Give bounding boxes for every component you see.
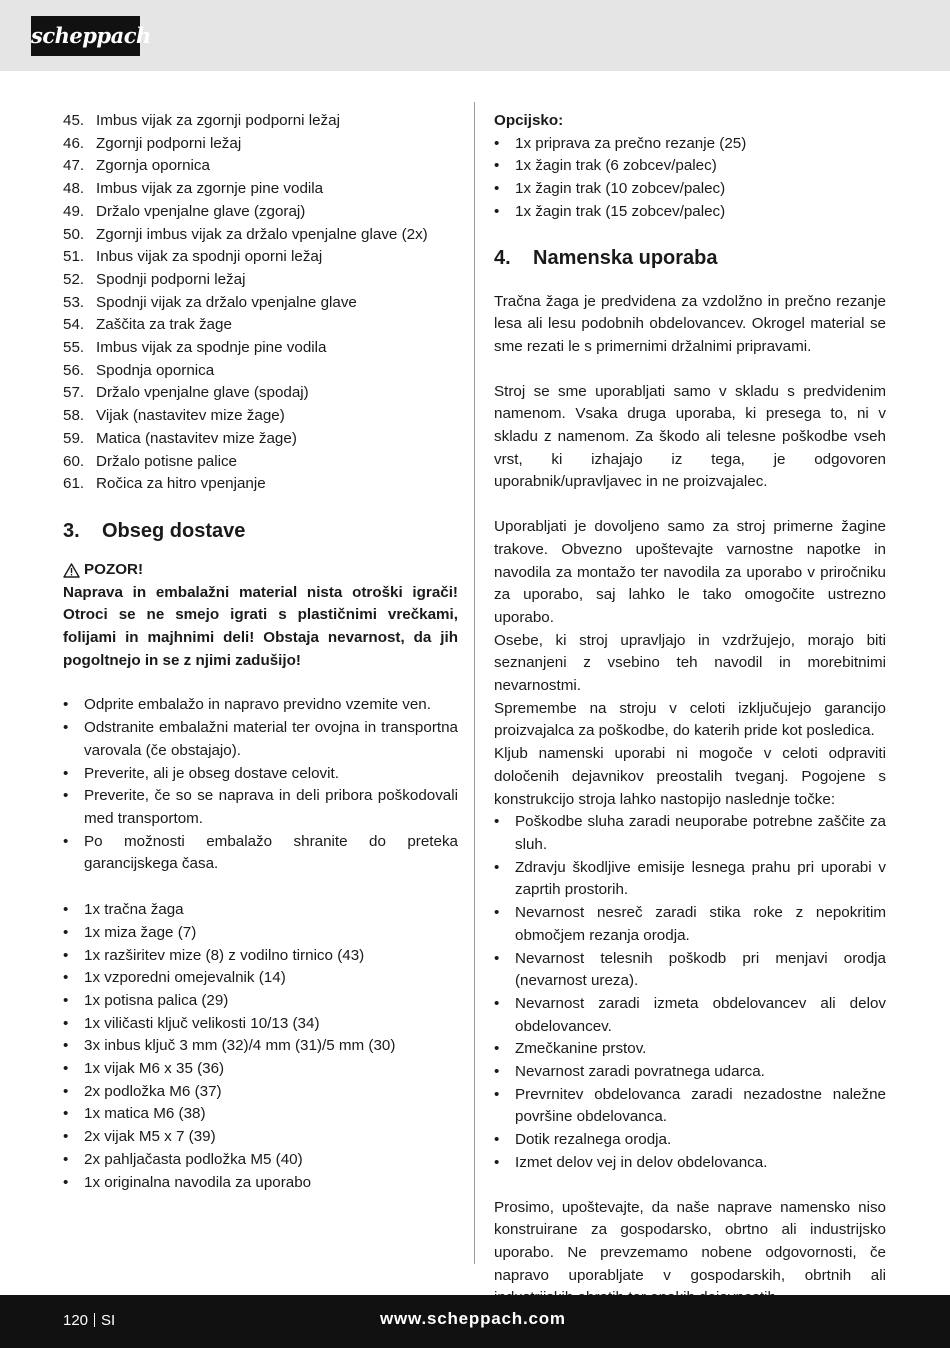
- optional-item: • 1x žagin trak (10 zobcev/palec): [494, 178, 886, 201]
- item-text: Imbus vijak za zgornji podporni ležaj: [96, 112, 340, 129]
- delivery-contents-list: [63, 899, 458, 1194]
- instruction-item: • Odprite embalažo in napravo previdno vzemite ven.: [63, 694, 458, 717]
- risk-item: • Zmečkanine prstov.: [494, 1038, 886, 1061]
- separator: [94, 1313, 95, 1327]
- item-text: Spodnji podporni ležaj: [96, 270, 246, 288]
- page-number: 120: [63, 1312, 89, 1329]
- paragraph-commercial-use: Prosimo, upoštevajte, da naše naprave namensko niso konstruirane za gospodarsko, obrtno ali industrijsko uporabo. Ne prevzemamo nobene odgovornosti, če napravo uporabljate v gospodarskih, obrtnih ali: [494, 1198, 886, 1284]
- parts-list-item: [63, 201, 458, 224]
- paragraph-residual-risks: Kljub namenski uporabi ni mogoče v celoti odpraviti določenih dejavnikov preostalih tveganj. Pogojene s konstrukcijo stroja lahko nastopijo naslednje točke:: [494, 745, 886, 808]
- risk-item: • Izmet delov vej in delov obdelovanca.: [494, 1152, 886, 1175]
- section-number: 4.: [494, 246, 511, 269]
- item-number: 55.: [63, 339, 85, 357]
- item-number: 52.: [63, 270, 85, 288]
- section-number: 3.: [63, 519, 80, 542]
- item-number: 51.: [63, 248, 85, 266]
- item-text: Spodnji vijak za držalo vpenjalne glave: [96, 293, 357, 311]
- parts-list-item: [63, 428, 458, 451]
- risk-item: • Poškodbe sluha zaradi neuporabe potrebne zaščite za sluh.: [494, 811, 886, 856]
- warning-triangle-icon: [63, 563, 80, 578]
- delivery-item: • 3x inbus ključ 3 mm (32)/4 mm (31)/5 mm (30): [63, 1035, 458, 1058]
- instruction-item: • Preverite, ali je obseg dostave celovit.: [63, 763, 458, 786]
- delivery-item: • 1x tračna žaga: [63, 899, 458, 922]
- residual-risks-list: [494, 811, 886, 1174]
- risk-item: • Nevarnost zaradi povratnega udarca.: [494, 1061, 886, 1084]
- item-text: Držalo potisne palice: [96, 452, 237, 470]
- item-number: 59.: [63, 429, 85, 447]
- parts-list: [63, 110, 458, 496]
- delivery-item: • 1x vijak M6 x 35 (36): [63, 1058, 458, 1081]
- item-number: 50.: [63, 225, 85, 243]
- scheppach-logo: scheppach: [31, 16, 140, 56]
- optional-item: • 1x žagin trak (6 zobcev/palec): [494, 155, 886, 178]
- parts-list-item: [63, 224, 458, 247]
- parts-list-item: [63, 360, 458, 383]
- item-number: 53.: [63, 293, 85, 311]
- instruction-item: • Po možnosti embalažo shranite do preteka garancijskega časa.: [63, 831, 458, 876]
- paragraph-modifications: Spremembe na stroju v celoti izključujejo garancijo proizvajalca za poškodbe, do katerih pride kot posledica.: [494, 699, 886, 740]
- optional-items-list: [494, 133, 886, 224]
- item-text: Imbus vijak za spodnje pine vodila: [96, 339, 327, 357]
- parts-list-item: [63, 110, 458, 133]
- parts-list-item: [63, 155, 458, 178]
- risk-item: • Zdravju škodljive emisije lesnega prahu pri uporabi v zaprtih prostorih.: [494, 857, 886, 902]
- parts-list-item: [63, 178, 458, 201]
- delivery-item: • 2x vijak M5 x 7 (39): [63, 1126, 458, 1149]
- warning-text: Naprava in embalažni material nista otroški igrači! Otroci se ne smejo igrati s plastičnimi vrečkami, folijami in majhnimi deli! Obstaja nevarnost, da jih pogoltnejo in se z njimi zadušijo!: [63, 583, 458, 669]
- parts-list-item: [63, 405, 458, 428]
- language-code: SI: [101, 1312, 116, 1329]
- instructions-list: [63, 694, 458, 876]
- parts-list-item: [63, 269, 458, 292]
- item-number: 46.: [63, 134, 85, 152]
- delivery-item: • 2x podložka M6 (37): [63, 1081, 458, 1104]
- instruction-item: • Preverite, če so se naprava in deli pribora poškodovali med transportom.: [63, 785, 458, 830]
- item-number: 49.: [63, 202, 85, 220]
- item-number: 60.: [63, 452, 85, 470]
- section-title: Obseg dostave: [102, 519, 246, 542]
- item-text: Ročica za hitro vpenjanje: [96, 475, 266, 493]
- section-4-heading: [494, 245, 886, 271]
- item-number: 54.: [63, 316, 85, 334]
- parts-list-item: [63, 314, 458, 337]
- item-number: 48.: [63, 180, 85, 198]
- parts-list-item: [63, 473, 458, 496]
- item-text: Zgornja opornica: [96, 157, 210, 175]
- item-number: 58.: [63, 407, 85, 425]
- parts-list-item: [63, 337, 458, 360]
- item-number: 45.: [63, 112, 85, 129]
- paragraph-responsibility: Stroj se sme uporabljati samo v skladu s predvidenim namenom. Vsaka druga uporaba, ki presega to, ni v skladu z namenom. Za škodo ali telesne poškodbe vseh vrst, ki izhajajo iz tega, je odgovoren uporabnik/upravljavec in ne proizvajalec.: [494, 382, 886, 491]
- risk-item: • Nevarnost zaradi izmeta obdelovancev ali delov obdelovancev.: [494, 993, 886, 1038]
- item-text: Matica (nastavitev mize žage): [96, 429, 297, 447]
- item-text: Spodnja opornica: [96, 361, 215, 379]
- parts-list-item: [63, 133, 458, 156]
- left-column: [63, 110, 458, 1194]
- optional-item: • 1x priprava za prečno rezanje (25): [494, 133, 886, 156]
- optional-title: Opcijsko:: [494, 112, 564, 129]
- item-number: 57.: [63, 384, 85, 402]
- delivery-item: • 2x pahljačasta podložka M5 (40): [63, 1149, 458, 1172]
- risk-item: • Dotik rezalnega orodja.: [494, 1129, 886, 1152]
- delivery-item: • 1x viličasti ključ velikosti 10/13 (34): [63, 1013, 458, 1036]
- delivery-item: • 1x originalna navodila za uporabo: [63, 1172, 458, 1195]
- item-text: Držalo vpenjalne glave (spodaj): [96, 384, 309, 402]
- item-text: Držalo vpenjalne glave (zgoraj): [96, 202, 306, 220]
- parts-list-item: [63, 382, 458, 405]
- item-number: 47.: [63, 157, 85, 175]
- delivery-item: • 1x matica M6 (38): [63, 1103, 458, 1126]
- item-text: Imbus vijak za zgornje pine vodila: [96, 180, 324, 198]
- item-text: Zaščita za trak žage: [96, 316, 232, 334]
- delivery-item: • 1x razširitev mize (8) z vodilno tirnico (43): [63, 945, 458, 968]
- item-text: Inbus vijak za spodnji oporni ležaj: [96, 248, 323, 266]
- item-number: 56.: [63, 361, 85, 379]
- item-text: Vijak (nastavitev mize žage): [96, 407, 285, 425]
- parts-list-item: [63, 451, 458, 474]
- warning-block: [63, 559, 458, 673]
- item-text: Zgornji imbus vijak za držalo vpenjalne glave (2x): [96, 225, 428, 243]
- right-column: [494, 110, 886, 1310]
- delivery-item: • 1x potisna palica (29): [63, 990, 458, 1013]
- item-text: Zgornji podporni ležaj: [96, 134, 242, 152]
- delivery-item: • 1x miza žage (7): [63, 922, 458, 945]
- page-footer: [0, 1295, 950, 1348]
- section-title: Namenska uporaba: [533, 246, 718, 269]
- paragraph-operators: Osebe, ki stroj upravljajo in vzdržujejo, morajo biti seznanjeni z vsebino teh navodil in morebitnimi nevarnostmi.: [494, 631, 886, 695]
- risk-item: • Nevarnost nesreč zaradi stika roke z nepokritim območjem rezanja orodja.: [494, 902, 886, 947]
- page-number-block: [63, 1311, 115, 1331]
- risk-item: • Prevrnitev obdelovanca zaradi nezadostne naležne površine obdelovanca.: [494, 1084, 886, 1129]
- delivery-item: • 1x vzporedni omejevalnik (14): [63, 967, 458, 990]
- optional-item: • 1x žagin trak (15 zobcev/palec): [494, 201, 886, 224]
- warning-label: POZOR!: [84, 560, 144, 578]
- page-header: [0, 0, 950, 71]
- paragraph-saw-blades: Uporabljati je dovoljeno samo za stroj primerne žagine trakove. Obvezno upoštevajte varnostne napotke in navodila za montažo ter navodila za uporabo v priročniku za uporabo, saj lahko le tako omogočite ustrezno uporabo.: [494, 518, 886, 626]
- paragraph-intended-use: Tračna žaga je predvidena za vzdolžno in prečno rezanje lesa ali lesu podobnih obdelovancev. Okrogel material se sme rezati le s primernimi držalnimi pripravami.: [494, 292, 886, 355]
- section-3-heading: [63, 518, 458, 544]
- parts-list-item: [63, 246, 458, 269]
- item-number: 61.: [63, 475, 85, 493]
- website-link[interactable]: www.scheppach.com: [380, 1309, 566, 1328]
- risk-item: • Nevarnost telesnih poškodb pri menjavi orodja (nevarnost ureza).: [494, 948, 886, 993]
- instruction-item: • Odstranite embalažni material ter ovojna in transportna varovala (če obstajajo).: [63, 717, 458, 762]
- column-divider: [474, 102, 475, 1264]
- warning-title: [63, 559, 458, 582]
- parts-list-item: [63, 292, 458, 315]
